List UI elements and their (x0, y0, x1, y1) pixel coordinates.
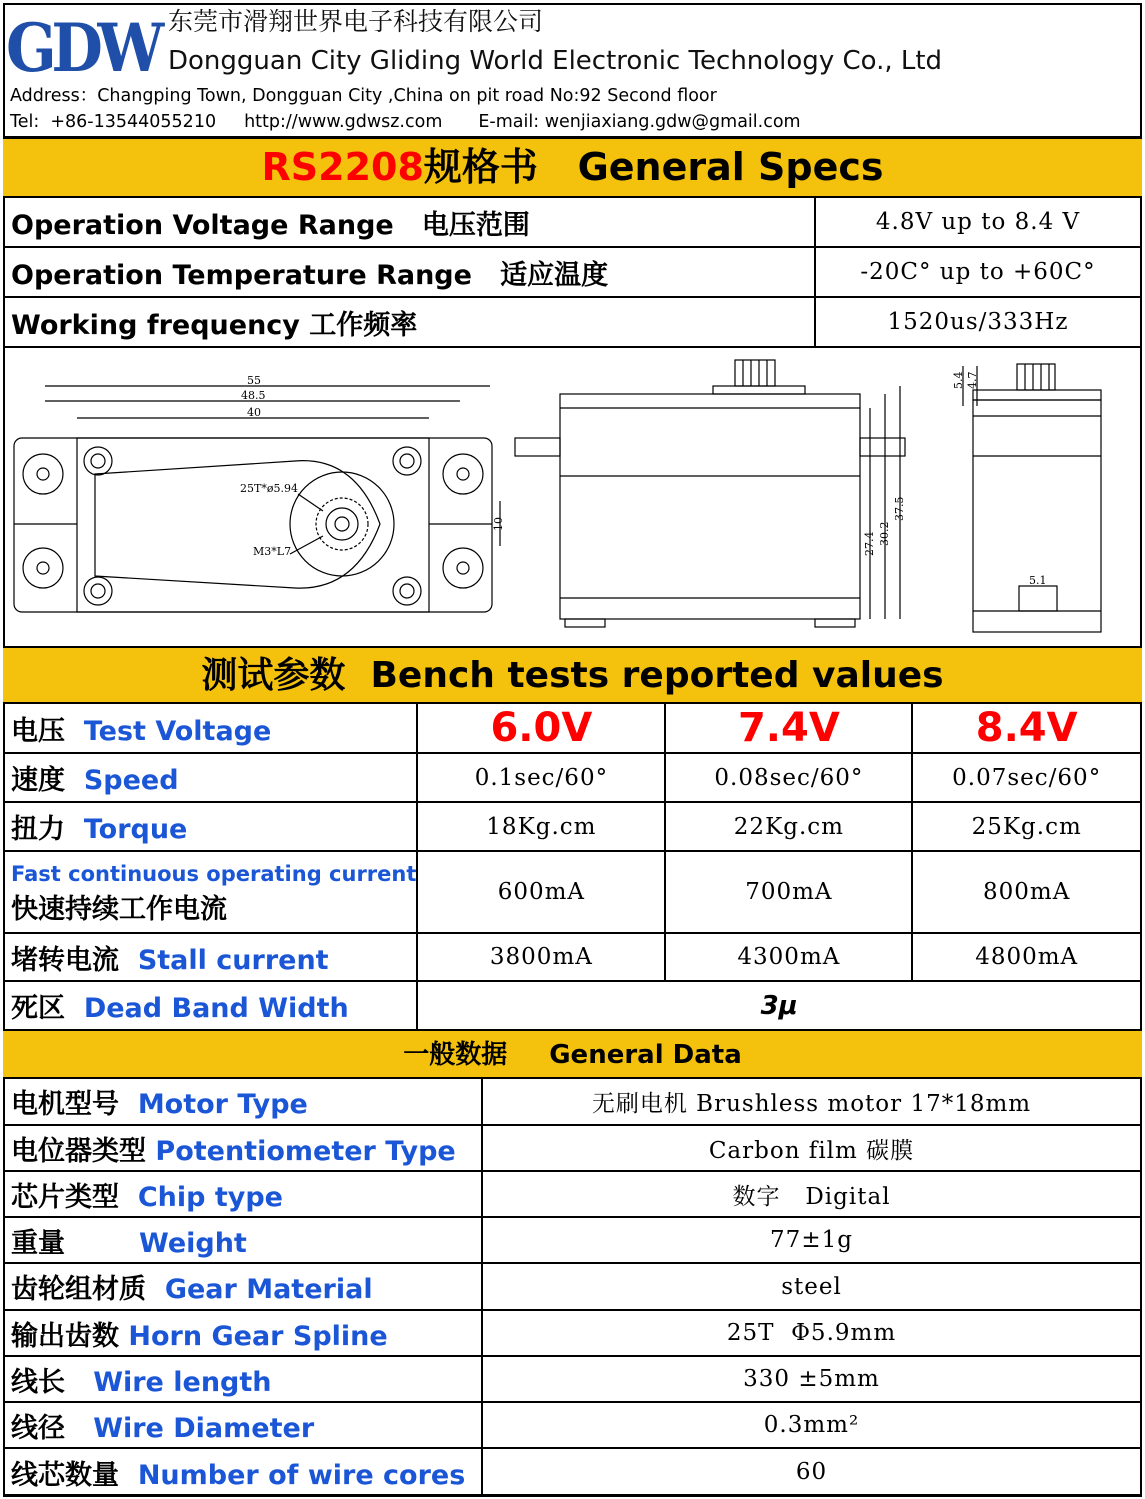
spec-label: Operation Temperature Range 适应温度 (4, 247, 815, 297)
email[interactable]: E-mail: wenjiaxiang.gdw@gmail.com (478, 112, 801, 132)
spec-title: 规格书 General Specs (423, 145, 884, 189)
dim-10: 10 (492, 517, 505, 531)
table-row (4, 1078, 1141, 1125)
dim-48-5: 48.5 (241, 389, 266, 402)
cell-value: 600mA (417, 851, 665, 933)
row-label (4, 1171, 482, 1217)
label-cn: 线径 (11, 1412, 65, 1444)
title-en: General Data (549, 1040, 742, 1070)
row-label (4, 1125, 482, 1171)
row-label (4, 1310, 482, 1356)
cell-value: 4800mA (912, 933, 1141, 981)
table-row (4, 1356, 1141, 1402)
label-cn: 死区 (11, 993, 65, 1024)
table-row (4, 933, 1141, 981)
label-en: Stall current (137, 944, 329, 976)
row-label (4, 753, 417, 802)
label-en: Torque (83, 814, 188, 845)
servo-technical-drawing (5, 346, 1140, 644)
row-label (4, 1078, 482, 1125)
dim-40: 40 (247, 406, 261, 419)
cell-value: 0.3mm² (482, 1402, 1141, 1448)
spec-label: Working frequency 工作频率 (4, 297, 815, 347)
table-row (4, 851, 1141, 933)
table-row (4, 1263, 1141, 1310)
dim-5-4: 5.4 (952, 371, 965, 389)
cell-value: 无刷电机 Brushless motor 17*18mm (482, 1078, 1141, 1125)
voltage-value: 7.4V (665, 703, 912, 753)
label-cn: 齿轮组材质 (11, 1274, 146, 1305)
label-cn: 线芯数量 (11, 1459, 119, 1491)
company-logo: GDW (6, 9, 159, 87)
label-en: Wire Diameter (93, 1412, 315, 1444)
bench-tests-title: 测试参数 Bench tests reported values (3, 646, 1142, 704)
row-label (4, 1356, 482, 1402)
row-label (4, 802, 417, 851)
table-row (4, 1171, 1141, 1217)
cell-value: 60 (482, 1448, 1141, 1496)
spline-label: 25T*ø5.94 (240, 482, 298, 495)
label-cn: 电位器类型 (11, 1135, 146, 1167)
cell-value: 4300mA (665, 933, 912, 981)
label-cn: 堵转电流 (11, 944, 119, 976)
cell-value: Carbon film 碳膜 (482, 1125, 1141, 1171)
cell-value: 0.1sec/60° (417, 753, 665, 802)
cell-value: 0.08sec/60° (665, 753, 912, 802)
voltage-value: 8.4V (912, 703, 1141, 753)
side-view (515, 360, 905, 627)
screw-label: M3*L7 (253, 545, 292, 558)
row-label (4, 851, 417, 933)
table-row (4, 802, 1141, 851)
table-row (4, 1125, 1141, 1171)
contact-line (10, 111, 801, 133)
label-en: Horn Gear Spline (128, 1320, 388, 1352)
label-cn: 快速持续工作电流 (11, 894, 227, 925)
cell-value: 800mA (912, 851, 1141, 933)
cell-value: 18Kg.cm (417, 802, 665, 851)
general-data-title (3, 1029, 1142, 1079)
cell-value: 77±1g (482, 1217, 1141, 1263)
table-row (4, 1310, 1141, 1356)
deadband-value: 3μ (417, 981, 1141, 1030)
spec-value: 4.8V up to 8.4 V (815, 197, 1141, 247)
row-label (4, 1402, 482, 1448)
label-en: Potentiometer Type (155, 1135, 456, 1167)
dim-27-4: 27.4 (863, 531, 876, 556)
cell-value: 3800mA (417, 933, 665, 981)
label-cn: 速度 (11, 765, 65, 796)
label-cn: 扭力 (11, 814, 65, 845)
label-en: Dead Band Width (83, 993, 349, 1024)
label-cn: 芯片类型 (11, 1181, 119, 1213)
table-row (4, 1402, 1141, 1448)
end-view (963, 364, 1101, 632)
voltage-value: 6.0V (417, 703, 665, 753)
label-en: Speed (83, 765, 179, 796)
table-row (4, 753, 1141, 802)
website-link[interactable]: http://www.gdwsz.com (244, 112, 443, 132)
cell-value: steel (482, 1263, 1141, 1310)
label-en: Chip type (137, 1181, 283, 1213)
label-cn: 输出齿数 (11, 1320, 119, 1352)
table-row (4, 1448, 1141, 1496)
deadband-row (4, 981, 1141, 1030)
tel: Tel: +86-13544055210 (10, 112, 217, 132)
spec-table (3, 196, 1142, 348)
company-name-cn: 东莞市滑翔世界电子科技有限公司 (168, 7, 544, 36)
cell-value: 25Kg.cm (912, 802, 1141, 851)
spec-value: -20C° up to +60C° (815, 247, 1141, 297)
label-cn: 线长 (11, 1366, 65, 1398)
table-row (4, 1217, 1141, 1263)
label-en: Test Voltage (83, 715, 272, 747)
row-label (4, 703, 417, 753)
cell-value: 数字 Digital (482, 1171, 1141, 1217)
label-cn: 电机型号 (11, 1089, 119, 1120)
dim-5-1: 5.1 (1029, 574, 1047, 587)
dim-37-5: 37.5 (893, 496, 906, 521)
general-data-table (3, 1077, 1142, 1497)
company-name-en: Dongguan City Gliding World Electronic Technology Co., Ltd (168, 46, 943, 76)
row-label (4, 933, 417, 981)
title-cn: 一般数据 (403, 1040, 508, 1070)
label-en: Fast continuous operating current (11, 862, 417, 886)
row-label (4, 981, 417, 1030)
cell-value: 25T Φ5.9mm (482, 1310, 1141, 1356)
dim-30-2: 30.2 (878, 521, 891, 546)
cell-value: 0.07sec/60° (912, 753, 1141, 802)
voltage-row (4, 703, 1141, 753)
cell-value: 700mA (665, 851, 912, 933)
label-cn: 电压 (11, 715, 65, 747)
top-view (14, 386, 500, 612)
bench-tests-table (3, 702, 1142, 1031)
spec-title-bar (3, 136, 1142, 198)
label-cn: 重量 (11, 1227, 65, 1259)
row-label (4, 1448, 482, 1496)
dim-4-7: 4.7 (966, 371, 979, 389)
label-en: Gear Material (164, 1274, 373, 1305)
row-label (4, 1217, 482, 1263)
model-number: RS2208 (261, 145, 424, 189)
cell-value: 22Kg.cm (665, 802, 912, 851)
spec-value: 1520us/333Hz (815, 297, 1141, 347)
spec-label: Operation Voltage Range 电压范围 (4, 197, 815, 247)
label-en: Weight (139, 1227, 247, 1259)
label-en: Wire length (93, 1366, 272, 1398)
dim-55: 55 (247, 374, 261, 387)
label-en: Number of wire cores (137, 1459, 466, 1491)
company-address: Address：Changping Town, Dongguan City ,China on pit road No:92 Second floor (10, 86, 717, 106)
cell-value: 330 ±5mm (482, 1356, 1141, 1402)
row-label (4, 1263, 482, 1310)
label-en: Motor Type (137, 1089, 308, 1120)
